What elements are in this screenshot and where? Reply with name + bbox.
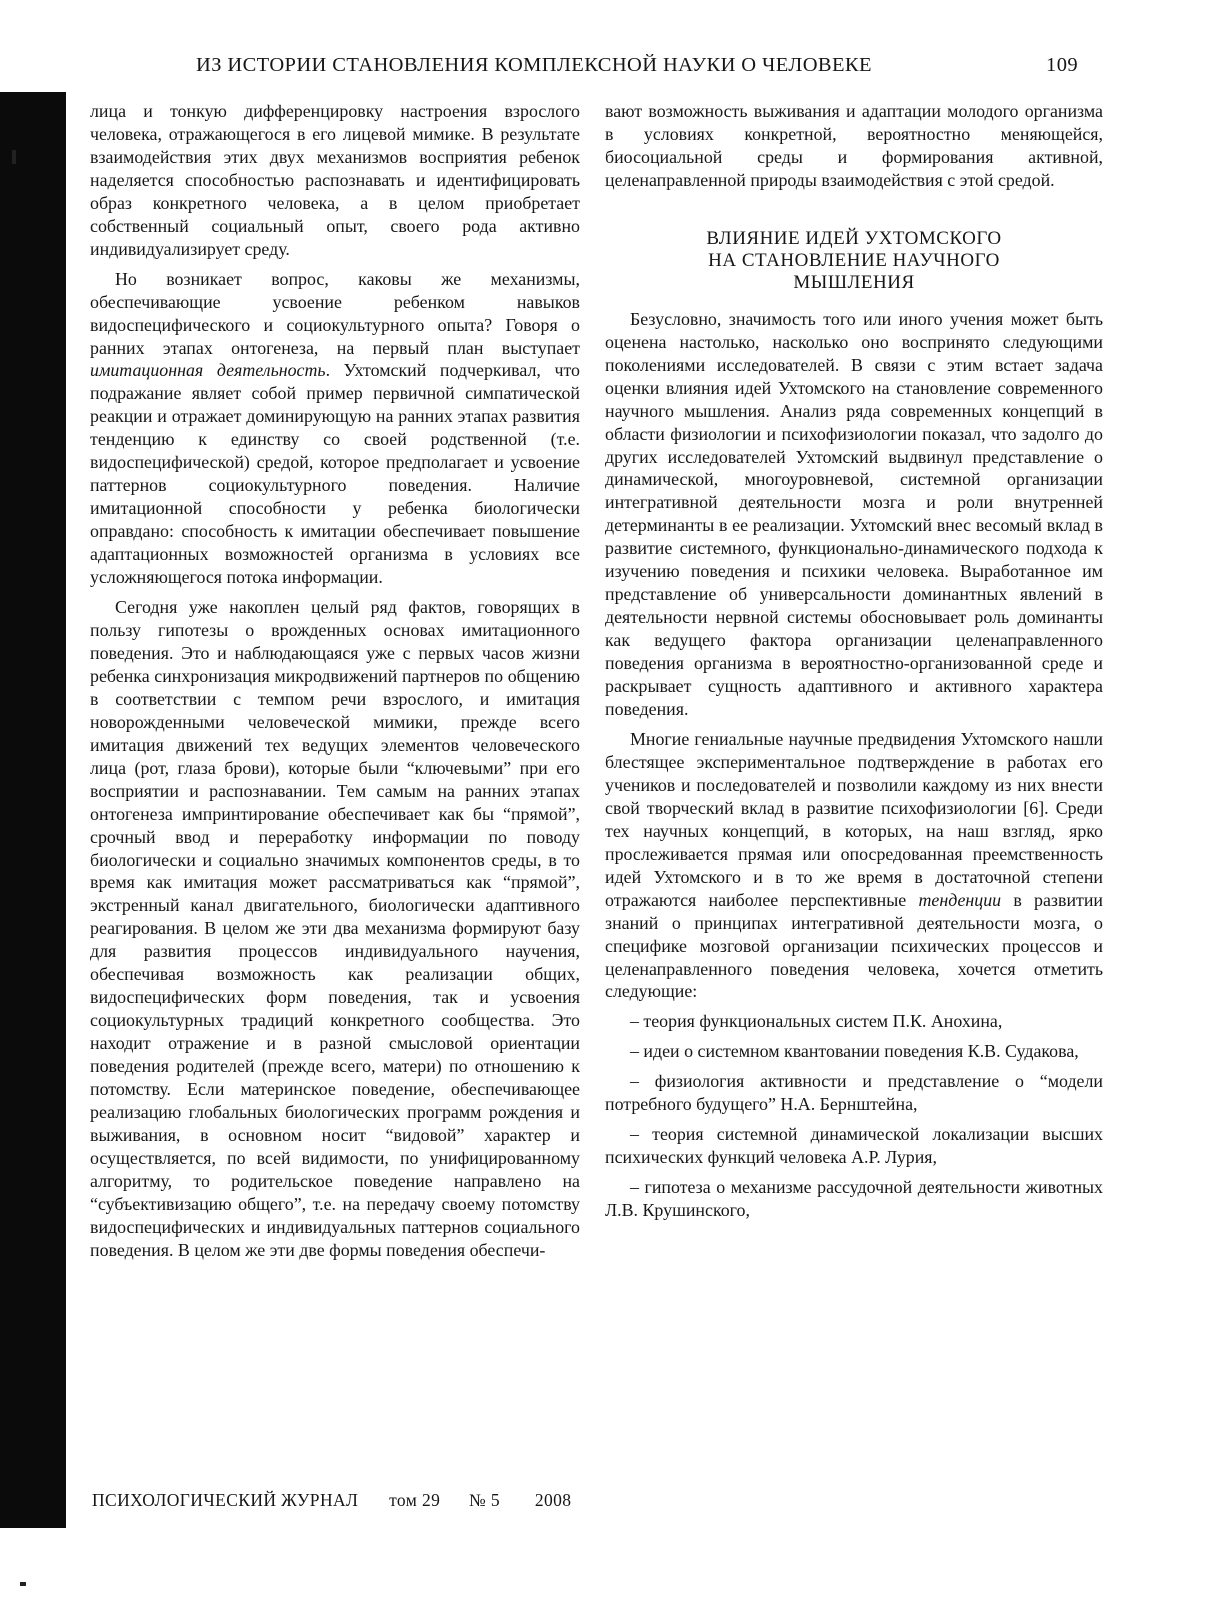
- section-heading-line: ВЛИЯНИЕ ИДЕЙ УХТОМСКОГО: [706, 227, 1002, 249]
- paragraph-text: в развитии знаний о принципах интегративной деятельности мозга, о специфике мозговой организации психических процессов и целенаправленного поведения человека, хочется отметить следующие:: [605, 889, 1103, 1002]
- journal-name: ПСИХОЛОГИЧЕСКИЙ ЖУРНАЛ: [92, 1490, 359, 1510]
- journal-volume: том 29: [389, 1490, 441, 1510]
- paragraph: [605, 728, 1103, 1003]
- paragraph: [90, 268, 580, 589]
- list-item: – физиология активности и представление о “модели потребного будущего” Н.А. Бернштейна,: [605, 1071, 1103, 1115]
- list-item: – теория системной динамической локализации высших психических функций человека А.Р. Лурия,: [605, 1124, 1103, 1168]
- left-column: [90, 100, 580, 1269]
- paragraph: Сегодня уже накоплен целый ряд фактов, говорящих в пользу гипотезы о врожденных основах имитационного поведения. Это и наблюдающаяся уже с первых часов жизни ребенка синхронизация микродвижений партнеров по общению в соответствии с темпом речи взрослого, и имитация новорожденными человеческой мимики, прежде всего имитация движений тех ведущих элементов человеческого лица (рот, глаза брови), которые были “ключевыми” при его восприятии и распознавании. Тем самым на ранних этапах онтогенеза импринтирование обеспечивает как бы “прямой”, срочный ввод и переработку информации по поводу биологически и социально значимых компонентов среды, в то время как имитация может рассматриваться как “прямой”, экстренный канал двигательного, биологически адаптивного реагирования. В целом же эти два механизма формируют базу для развития процессов индивидуального научения, обеспечивая возможность как реализации общих, видоспецифических форм поведения, так и усвоения социокультурных традиций конкретного сообщества. Это находит отражение и в разной смысловой ориентации поведения родителей (прежде всего, матери) по отношению к потомству. Если материнское поведение, обеспечивающее реализацию глобальных биологических программ рождения и выживания, в основном носит “видовой” характер и осуществляется, по всей видимости, по унифицированному алгоритму, то родительское поведение направлено на “субъективизацию общего”, т.е. на передачу своему потомству видоспецифических и индивидуальных паттернов социального поведения. В целом же эти две формы поведения обеспечи-: [90, 597, 580, 1260]
- scan-speck: [20, 1582, 26, 1586]
- right-column: [605, 100, 1103, 1229]
- emphasis-term: имитационная деятельность: [90, 360, 326, 381]
- journal-year: 2008: [534, 1490, 572, 1510]
- journal-issue: № 5: [469, 1490, 501, 1510]
- paragraph: вают возможность выживания и адаптации молодого организма в условиях конкретной, вероятностно меняющейся, биосоциальной среды и формирования активной, целенаправленной природы взаимодействия с этой средой.: [605, 101, 1103, 190]
- scan-speck: [12, 150, 16, 164]
- list-item: – идеи о системном квантовании поведения К.В. Судакова,: [630, 1041, 1079, 1062]
- paragraph-text: Но возникает вопрос, каковы же механизмы, обеспечивающие усвоение ребенком навыков видоспецифического и социокультурного опыта? Говоря о ранних этапах онтогенеза, на первый план выступает: [90, 268, 580, 358]
- running-footer: [92, 1490, 571, 1511]
- section-heading-line: НА СТАНОВЛЕНИЕ НАУЧНОГО: [708, 249, 1000, 271]
- list-item: – теория функциональных систем П.К. Анохина,: [630, 1011, 1003, 1032]
- paragraph: Безусловно, значимость того или иного учения может быть оценена настолько, насколько оно воспринято следующими поколениями исследователей. В связи с этим встает задача оценки влияния идей Ухтомского на становление современного научного мышления. Анализ ряда современных концепций в области физиологии и психофизиологии показал, что задолго до других исследователей Ухтомский выдвинул представление о динамической, многоуровневой, системной организации интегративной деятельности мозга и роли внутренней детерминанты в ее реализации. Ухтомский внес весомый вклад в развитие системного, функционально-динамического подхода к изучению поведения и психики человека. Выработанное им представление об универсальности доминантных явлений в деятельности нервной системы обосновывает роль доминанты как ведущего фактора организации целенаправленного поведения организма в вероятностно-организованной среде и раскрывает сущность адаптивного и активного характера поведения.: [605, 308, 1103, 720]
- paragraph-text: Многие гениальные научные предвидения Ухтомского нашли блестящее экспериментальное подтверждение в работах его учеников и последователей и позволили каждому из них внести свой творческий вклад в развитие психофизиологии [6]. Среди тех научных концепций, в которых, на наш взгляд, ярко прослеживается прямая или опосредованная преемственность идей Ухтомского и в то же время в достаточной степени отражаются наиболее перспективные: [605, 728, 1103, 910]
- emphasis-term: тенденции: [918, 889, 1002, 910]
- paragraph: лица и тонкую дифференцировку настроения взрослого человека, отражающегося в его лицевой мимике. В результате взаимодействия этих двух механизмов восприятия ребенок наделяется способностью распознавать и идентифицировать образ конкретного человека, а в целом приобретает собственный социальный опыт, своего рода активно индивидуализирует среду.: [90, 101, 580, 259]
- list-item: – гипотеза о механизме рассудочной деятельности животных Л.В. Крушинского,: [605, 1177, 1103, 1221]
- scan-edge-shadow: [0, 92, 66, 1528]
- page-number: 109: [1046, 54, 1078, 76]
- section-heading: [605, 228, 1103, 294]
- section-heading-line: МЫШЛЕНИЯ: [793, 271, 915, 293]
- paragraph-text: . Ухтомский подчеркивал, что подражание являет собой пример первичной симпатической реакции и отражает доминирующую на ранних этапах развития тенденцию к единству со своей родственной (т.е. видоспецифической) средой, которое предполагает и усвоение паттернов социокультурного поведения. Наличие имитационной способности у ребенка биологически оправдано: способность к имитации обеспечивает повышение адаптационных возможностей организма в условиях все усложняющегося потока информации.: [90, 360, 581, 588]
- running-header-title: ИЗ ИСТОРИИ СТАНОВЛЕНИЯ КОМПЛЕКСНОЙ НАУКИ О ЧЕЛОВЕКЕ: [196, 54, 872, 76]
